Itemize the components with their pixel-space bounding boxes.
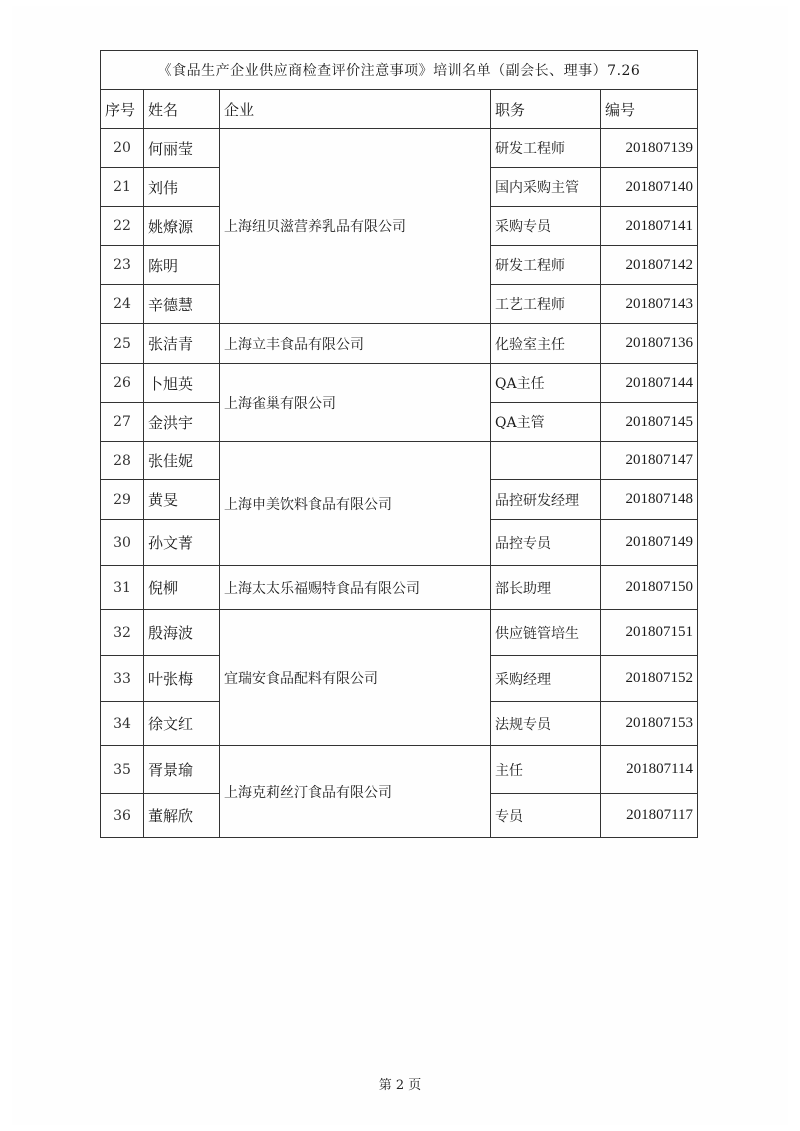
row-no: 35 — [101, 746, 144, 794]
row-name: 陈明 — [144, 246, 220, 285]
row-no: 23 — [101, 246, 144, 285]
row-id: 201807136 — [601, 324, 698, 364]
row-id: 201807150 — [601, 566, 698, 610]
header-name: 姓名 — [144, 90, 220, 129]
row-position: QA主任 — [491, 364, 601, 403]
row-name: 何丽莹 — [144, 129, 220, 168]
row-no: 36 — [101, 794, 144, 838]
table-row — [101, 364, 698, 403]
header-position: 职务 — [491, 90, 601, 129]
row-id: 201807148 — [601, 480, 698, 520]
row-name: 刘伟 — [144, 168, 220, 207]
table-row — [101, 129, 698, 168]
row-id: 201807151 — [601, 610, 698, 656]
row-name: 金洪宇 — [144, 403, 220, 442]
row-id: 201807117 — [601, 794, 698, 838]
row-id: 201807147 — [601, 442, 698, 480]
table-title: 《食品生产企业供应商检查评价注意事项》培训名单（副会长、理事）7.26 — [101, 51, 698, 90]
row-id: 201807141 — [601, 207, 698, 246]
row-id: 201807145 — [601, 403, 698, 442]
row-position: 化验室主任 — [491, 324, 601, 364]
header-no: 序号 — [101, 90, 144, 129]
row-id: 201807149 — [601, 520, 698, 566]
row-no: 33 — [101, 656, 144, 702]
row-no: 20 — [101, 129, 144, 168]
row-name: 辛德慧 — [144, 285, 220, 324]
row-name: 张洁青 — [144, 324, 220, 364]
table-row — [101, 566, 698, 610]
row-no: 28 — [101, 442, 144, 480]
row-position: 品控研发经理 — [491, 480, 601, 520]
row-name: 叶张梅 — [144, 656, 220, 702]
row-id: 201807114 — [601, 746, 698, 794]
row-name: 孙文菁 — [144, 520, 220, 566]
row-position: 采购经理 — [491, 656, 601, 702]
row-no: 25 — [101, 324, 144, 364]
header-id: 编号 — [601, 90, 698, 129]
row-company: 上海太太乐福赐特食品有限公司 — [220, 566, 491, 610]
row-position: 研发工程师 — [491, 246, 601, 285]
page-number: 第 2 页 — [378, 1078, 422, 1093]
row-company: 上海克莉丝汀食品有限公司 — [220, 746, 491, 838]
row-company: 上海申美饮料食品有限公司 — [220, 442, 491, 566]
row-no: 27 — [101, 403, 144, 442]
row-company: 上海纽贝滋营养乳品有限公司 — [220, 129, 491, 324]
row-position: 部长助理 — [491, 566, 601, 610]
row-name: 倪柳 — [144, 566, 220, 610]
row-position: 工艺工程师 — [491, 285, 601, 324]
row-position: 供应链管培生 — [491, 610, 601, 656]
table-row — [101, 746, 698, 794]
row-no: 26 — [101, 364, 144, 403]
row-position: 采购专员 — [491, 207, 601, 246]
row-position: 国内采购主管 — [491, 168, 601, 207]
row-no: 29 — [101, 480, 144, 520]
table-row — [101, 610, 698, 656]
header-row — [101, 90, 698, 129]
row-id: 201807152 — [601, 656, 698, 702]
header-company: 企业 — [220, 90, 491, 129]
row-id: 201807140 — [601, 168, 698, 207]
row-id: 201807142 — [601, 246, 698, 285]
row-no: 32 — [101, 610, 144, 656]
row-no: 31 — [101, 566, 144, 610]
row-company: 上海立丰食品有限公司 — [220, 324, 491, 364]
row-no: 21 — [101, 168, 144, 207]
row-company: 宜瑞安食品配料有限公司 — [220, 610, 491, 746]
row-position: 品控专员 — [491, 520, 601, 566]
row-id: 201807153 — [601, 702, 698, 746]
row-name: 卜旭英 — [144, 364, 220, 403]
row-position: 专员 — [491, 794, 601, 838]
training-roster-table — [100, 50, 698, 838]
row-no: 30 — [101, 520, 144, 566]
row-position: QA主管 — [491, 403, 601, 442]
table-row — [101, 324, 698, 364]
title-row — [101, 51, 698, 90]
row-no: 24 — [101, 285, 144, 324]
row-name: 胥景瑜 — [144, 746, 220, 794]
row-name: 姚燎源 — [144, 207, 220, 246]
row-name: 黄旻 — [144, 480, 220, 520]
row-position — [491, 442, 601, 480]
row-name: 殷海波 — [144, 610, 220, 656]
row-company: 上海雀巢有限公司 — [220, 364, 491, 442]
row-name: 徐文红 — [144, 702, 220, 746]
table-row — [101, 442, 698, 480]
row-no: 22 — [101, 207, 144, 246]
row-position: 法规专员 — [491, 702, 601, 746]
row-position: 主任 — [491, 746, 601, 794]
row-no: 34 — [101, 702, 144, 746]
row-name: 董解欣 — [144, 794, 220, 838]
row-id: 201807144 — [601, 364, 698, 403]
row-name: 张佳妮 — [144, 442, 220, 480]
row-id: 201807143 — [601, 285, 698, 324]
row-position: 研发工程师 — [491, 129, 601, 168]
row-id: 201807139 — [601, 129, 698, 168]
